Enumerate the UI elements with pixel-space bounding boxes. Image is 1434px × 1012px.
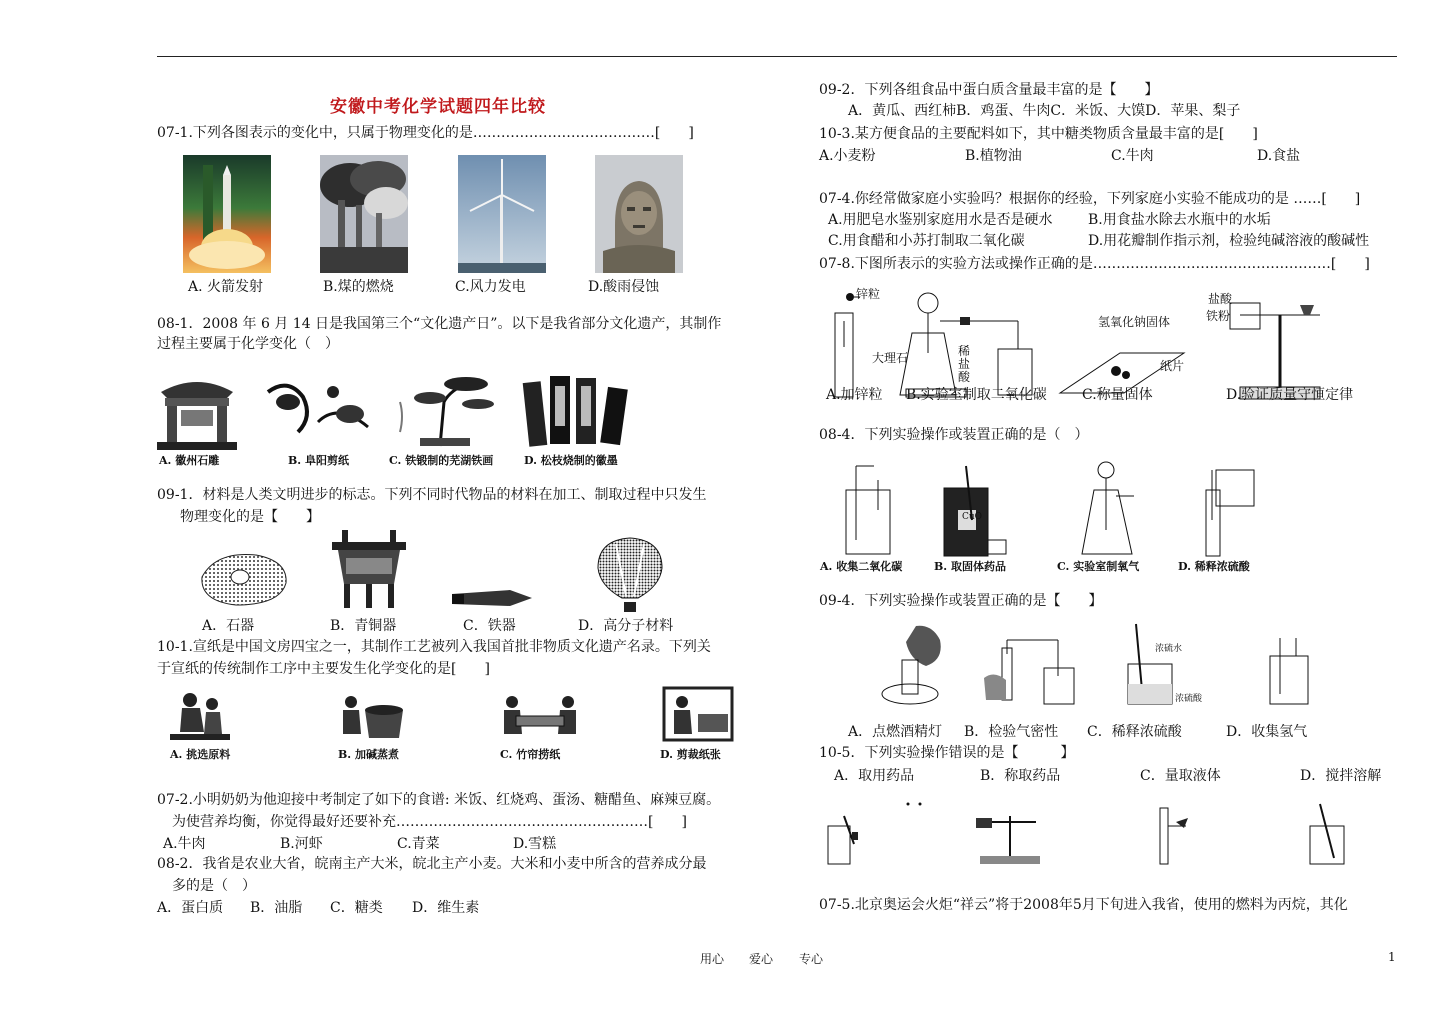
q10-3-option-d: D.食盐 [1257, 148, 1301, 164]
q10-1-option-a: A. 挑选原料 [170, 748, 231, 761]
q10-1-option-b: B. 加碱蒸煮 [338, 748, 399, 761]
q07-4-option-b: B.用食盐水除去水瓶中的水垢 [1088, 212, 1271, 228]
q07-8-option-b: B.实验室制取二氧化碳 [906, 387, 1047, 403]
bamboo-screen-drawing [500, 690, 580, 742]
q10-5-option-b: B．称取药品 [980, 768, 1061, 784]
label-paper: 纸片 [1160, 359, 1185, 373]
q09-4-stem: 09-4．下列实验操作或装置正确的是【 】 [819, 593, 1103, 609]
wind-power-photo [458, 155, 546, 273]
q09-1-option-d: D．高分子材料 [578, 618, 674, 634]
q07-1-option-b: B.煤的燃烧 [323, 279, 394, 295]
label-zinc: 锌粒 [856, 287, 881, 301]
q08-4-option-b: B. 取固体药品 [934, 560, 1006, 573]
q07-2-option-d: D.雪糕 [513, 836, 557, 852]
label-marble: 大理石 [872, 351, 909, 365]
q09-4-option-a: A．点燃酒精灯 [848, 724, 943, 740]
q10-1-option-d: D. 剪裁纸张 [660, 748, 721, 761]
q07-2-option-a: A.牛肉 [163, 836, 206, 852]
footer-motto-1: 用心 [700, 952, 725, 966]
q07-4-stem: 07-4.你经常做家庭小实验吗？根据你的经验，下列家庭小实验不能成功的是 ……[ ] [819, 191, 1361, 207]
q10-1-option-c: C. 竹帘捞纸 [500, 748, 561, 761]
q09-4-option-b: B．检验气密性 [964, 724, 1059, 740]
label-dilute-hcl: 稀盐酸 [958, 344, 971, 384]
q10-3-stem: 10-3.某方便食品的主要配料如下，其中糖类物质含量最丰富的是[ ] [819, 126, 1258, 142]
q08-1-stem-line1: 08-1．2008 年 6 月 14 日是我国第三个“文化遗产日”。以下是我省部分文化遗产，其制作 [157, 316, 722, 332]
footer-motto-2: 爱心 [749, 952, 774, 966]
q07-1-option-a: A. 火箭发射 [188, 279, 264, 295]
label-hcl: 盐酸 [1208, 292, 1233, 306]
q09-1-stem-line1: 09-1．材料是人类文明进步的标志。下列不同时代物品的材料在加工、制取过程中只发生 [157, 487, 707, 503]
alkali-boil-drawing [337, 690, 407, 742]
q10-1-stem-line1: 10-1.宣纸是中国文房四宝之一，其制作工艺被列入我国首批非物质文化遗产名录。下列关 [157, 639, 711, 655]
label-iron-powder: 铁粉 [1206, 309, 1231, 323]
q10-5-option-a: A．取用药品 [834, 768, 915, 784]
q08-2-option-a: A．蛋白质 [157, 900, 224, 916]
q07-8-option-a: A.加锌粒 [826, 387, 883, 403]
hot-air-balloon-drawing [596, 536, 664, 614]
q10-5-stem: 10-5．下列实验操作错误的是【 】 [819, 745, 1075, 761]
iron-tool-drawing [450, 586, 534, 612]
header-rule [157, 56, 1397, 57]
q10-3-option-a: A.小麦粉 [819, 148, 876, 164]
q08-1-option-a: A. 徽州石雕 [159, 454, 220, 467]
bronze-vessel-drawing [328, 528, 410, 612]
stone-tool-drawing [196, 547, 292, 611]
label-water: 浓硫水 [1155, 644, 1183, 654]
page-title: 安徽中考化学试题四年比较 [330, 97, 546, 117]
q07-2-option-b: B.河虾 [280, 836, 323, 852]
label-naoh-solid: 氢氧化钠固体 [1098, 315, 1171, 329]
q10-1-stem-line2: 于宣纸的传统制作工序中主要发生化学变化的是[ ] [157, 661, 490, 677]
q08-2-stem-line1: 08-2．我省是农业大省，皖南主产大米，皖北主产小麦。大米和小麦中所含的营养成分最 [157, 856, 707, 872]
hui-ink-drawing [522, 372, 634, 450]
acid-rain-statue-photo [595, 155, 683, 273]
q10-3-option-c: C.牛肉 [1111, 148, 1154, 164]
q07-1-option-d: D.酸雨侵蚀 [588, 279, 660, 295]
q09-2-stem: 09-2．下列各组食品中蛋白质含量最丰富的是【 】 [819, 82, 1159, 98]
q07-8-option-d: D.验证质量守恒定律 [1226, 387, 1354, 403]
q08-1-option-c: C. 铁锻制的芜湖铁画 [389, 454, 494, 467]
q08-2-stem-line2: 多的是（ ） [172, 878, 256, 894]
q08-1-stem-line2: 过程主要属于化学变化（ ） [157, 336, 339, 352]
q08-4-option-d: D. 稀释浓硫酸 [1178, 560, 1250, 573]
footer-motto-3: 专心 [799, 952, 824, 966]
q09-4-option-d: D．收集氢气 [1226, 724, 1308, 740]
q09-1-option-c: C．铁器 [463, 618, 516, 634]
q08-2-option-d: D．维生素 [412, 900, 480, 916]
q10-5-option-c: C．量取液体 [1140, 768, 1221, 784]
q07-4-option-a: A.用肥皂水鉴别家庭用水是否是硬水 [828, 212, 1053, 228]
q09-2-options: A．黄瓜、西红柿B．鸡蛋、牛肉C．米饭、大馍D．苹果、梨子 [848, 103, 1241, 119]
q09-1-option-a: A．石器 [202, 618, 255, 634]
stone-carving-drawing [157, 372, 237, 450]
coal-burning-photo [320, 155, 408, 273]
q07-8-stem: 07-8.下图所表示的实验方法或操作正确的是……………………………………………[ ] [819, 256, 1370, 272]
select-material-drawing [170, 688, 230, 742]
q07-1-option-c: C.风力发电 [455, 279, 526, 295]
q08-4-option-a: A. 收集二氧化碳 [820, 560, 903, 573]
q07-2-stem-line2: 为使营养均衡，你觉得最好还要补充………………………………………………[ ] [172, 814, 687, 830]
iron-painting-drawing [390, 372, 502, 450]
q07-4-option-c: C.用食醋和小苏打制取二氧化碳 [828, 233, 1025, 249]
label-cuo: CuO [962, 512, 983, 522]
paper-cut-drawing [258, 372, 380, 450]
q07-2-stem-line1: 07-2.小明奶奶为他迎接中考制定了如下的食谱: 米饭、红烧鸡、蛋汤、糖醋鱼、麻辣豆腐。 [157, 792, 721, 808]
q07-5-stem: 07-5.北京奥运会火炬“祥云”将于2008年5月下旬进入我省，使用的燃料为丙烷，其化 [819, 897, 1348, 913]
q07-2-option-c: C.青菜 [397, 836, 440, 852]
q08-1-option-d: D. 松枝烧制的徽墨 [524, 454, 618, 467]
q09-4-figure [876, 620, 1316, 712]
q08-4-stem: 08-4．下列实验操作或装置正确的是（ ） [819, 427, 1089, 443]
cut-paper-drawing [662, 686, 734, 742]
q08-4-option-c: C. 实验室制氧气 [1057, 560, 1140, 573]
q09-1-stem-line2: 物理变化的是【 】 [180, 509, 320, 525]
q08-2-option-c: C．糖类 [330, 900, 383, 916]
q07-4-option-d: D.用花瓣制作指示剂，检验纯碱溶液的酸碱性 [1088, 233, 1370, 249]
q10-5-option-d: D．搅拌溶解 [1300, 768, 1382, 784]
q10-3-option-b: B.植物油 [965, 148, 1022, 164]
q09-4-option-c: C．稀释浓硫酸 [1087, 724, 1182, 740]
q08-4-figure [820, 460, 1270, 558]
q09-1-option-b: B．青铜器 [330, 618, 397, 634]
q08-1-option-b: B. 阜阳剪纸 [288, 454, 349, 467]
q10-5-figure [820, 796, 1380, 870]
label-sulfuric-acid: 浓硫酸 [1175, 694, 1203, 704]
q08-2-option-b: B．油脂 [250, 900, 303, 916]
rocket-launch-photo [183, 155, 271, 273]
q07-1-stem: 07-1.下列各图表示的变化中，只属于物理变化的是…………………………………[ ] [157, 125, 694, 141]
q07-8-option-c: C.称量固体 [1082, 387, 1153, 403]
page-number: 1 [1388, 950, 1396, 964]
